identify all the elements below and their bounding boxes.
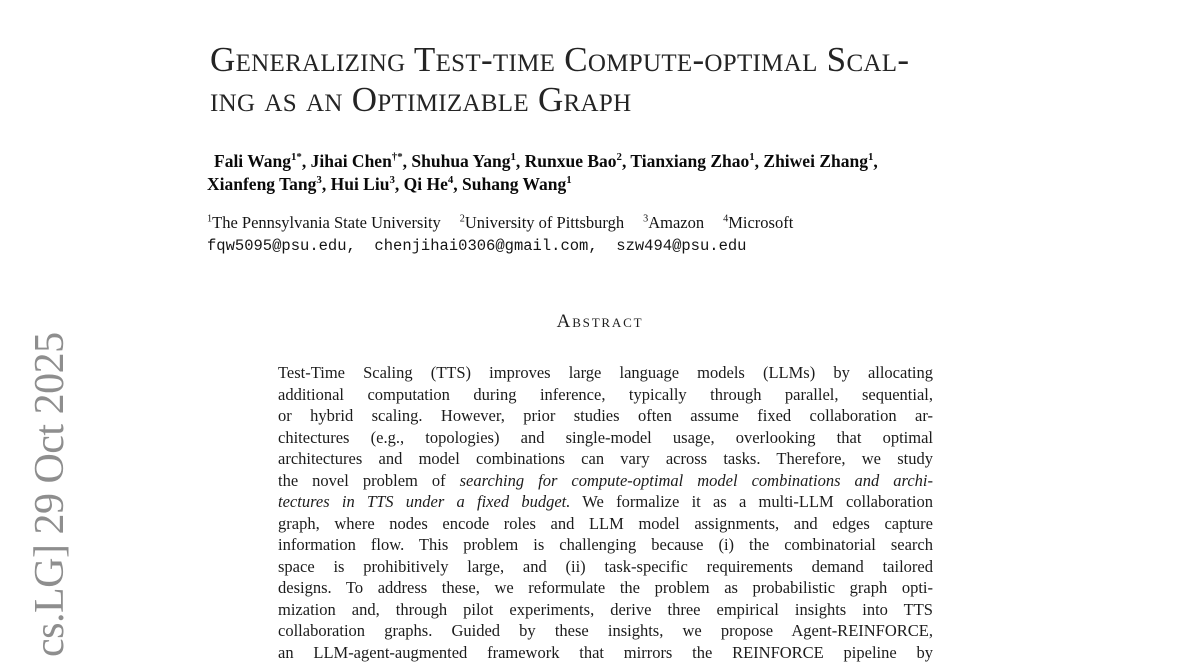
paper-title-line1: Generalizing Test-time Compute-optimal Scal- bbox=[210, 40, 909, 80]
affiliation: $^2$University of Pittsburgh bbox=[460, 213, 624, 232]
author-line-2 bbox=[207, 173, 1007, 196]
abstract-line: designs. To address these, we reformulate the problem as probabilistic graph opti- bbox=[278, 577, 933, 599]
author-affil-mark: 1 bbox=[868, 151, 873, 163]
author: Tianxiang Zhao$^1$, bbox=[630, 151, 763, 171]
author-affil-mark: †* bbox=[392, 151, 403, 163]
abstract-line: collaboration graphs. Guided by these insights, we propose Agent-REINFORCE, bbox=[278, 620, 933, 642]
author-affil-mark: 2 bbox=[617, 151, 622, 163]
author-affil-mark: 3 bbox=[389, 174, 394, 186]
author: Zhiwei Zhang$^1$, bbox=[763, 151, 877, 171]
abstract-line: additional computation during inference, typically through parallel, sequential, bbox=[278, 384, 933, 406]
author-affil-mark: 4 bbox=[448, 174, 453, 186]
abstract-line: chitectures (e.g., topologies) and single-model usage, overlooking that optimal bbox=[278, 427, 933, 449]
author: Runxue Bao$^2$, bbox=[525, 151, 631, 171]
abstract-heading: Abstract bbox=[210, 311, 990, 333]
paper-title bbox=[210, 40, 909, 120]
author-affil-mark: 1 bbox=[749, 151, 754, 163]
abstract-line: or hybrid scaling. However, prior studies often assume fixed collaboration ar- bbox=[278, 405, 933, 427]
author: Suhang Wang$^1$ bbox=[462, 174, 572, 194]
abstract-line: architectures and model combinations can vary across tasks. Therefore, we study bbox=[278, 448, 933, 470]
abstract-line: space is prohibitively large, and (ii) task-specific requirements demand tailored bbox=[278, 556, 933, 578]
affil-mark: 4 bbox=[723, 214, 728, 225]
author-line-1 bbox=[207, 150, 1007, 173]
abstract-line: mization and, through pilot experiments, derive three empirical insights into TTS bbox=[278, 599, 933, 621]
author: Xianfeng Tang$^3$, bbox=[207, 174, 331, 194]
affil-mark: 2 bbox=[460, 214, 465, 225]
author: Hui Liu$^3$, bbox=[331, 174, 404, 194]
abstract-line: the novel problem of searching for compute-optimal model combinations and archi- bbox=[278, 470, 933, 492]
paper-title-line2: ing as an Optimizable Graph bbox=[210, 80, 909, 120]
author-affil-mark: 3 bbox=[316, 174, 321, 186]
author: Jihai Chen†*, bbox=[311, 151, 412, 171]
author-emails: fqw5095@psu.edu, chenjihai0306@gmail.com, szw494@psu.edu bbox=[207, 237, 747, 256]
author-affil-mark: 1 bbox=[566, 174, 571, 186]
affiliation: $^4$Microsoft bbox=[723, 213, 793, 232]
author: Shuhua Yang$^1$, bbox=[411, 151, 524, 171]
author: Fali Wang$^{1*}$, bbox=[214, 151, 311, 171]
affil-mark: 1 bbox=[207, 214, 212, 225]
abstract-line: information flow. This problem is challenging because (i) the combinatorial search bbox=[278, 534, 933, 556]
affil-mark: 3 bbox=[643, 214, 648, 225]
author: Qi He$^4$, bbox=[404, 174, 462, 194]
arxiv-watermark: cs.LG] 29 Oct 2025 bbox=[26, 332, 74, 657]
affiliation-list bbox=[207, 213, 812, 233]
abstract-body bbox=[278, 362, 933, 663]
author-affil-mark: 1* bbox=[291, 151, 302, 163]
author-affil-mark: 1 bbox=[510, 151, 515, 163]
abstract-line: Test-Time Scaling (TTS) improves large language models (LLMs) by allocating bbox=[278, 362, 933, 384]
abstract-line: tectures in TTS under a fixed budget. We formalize it as a multi-LLM collaboration bbox=[278, 491, 933, 513]
author-list bbox=[207, 150, 1007, 195]
abstract-line-cut: an LLM-agent-augmented framework that mirrors the REINFORCE pipeline by bbox=[278, 642, 933, 663]
affiliation: $^3$Amazon bbox=[643, 213, 704, 232]
abstract-line: graph, where nodes encode roles and LLM model assignments, and edges capture bbox=[278, 513, 933, 535]
affiliation: $^1$The Pennsylvania State University bbox=[207, 213, 441, 232]
